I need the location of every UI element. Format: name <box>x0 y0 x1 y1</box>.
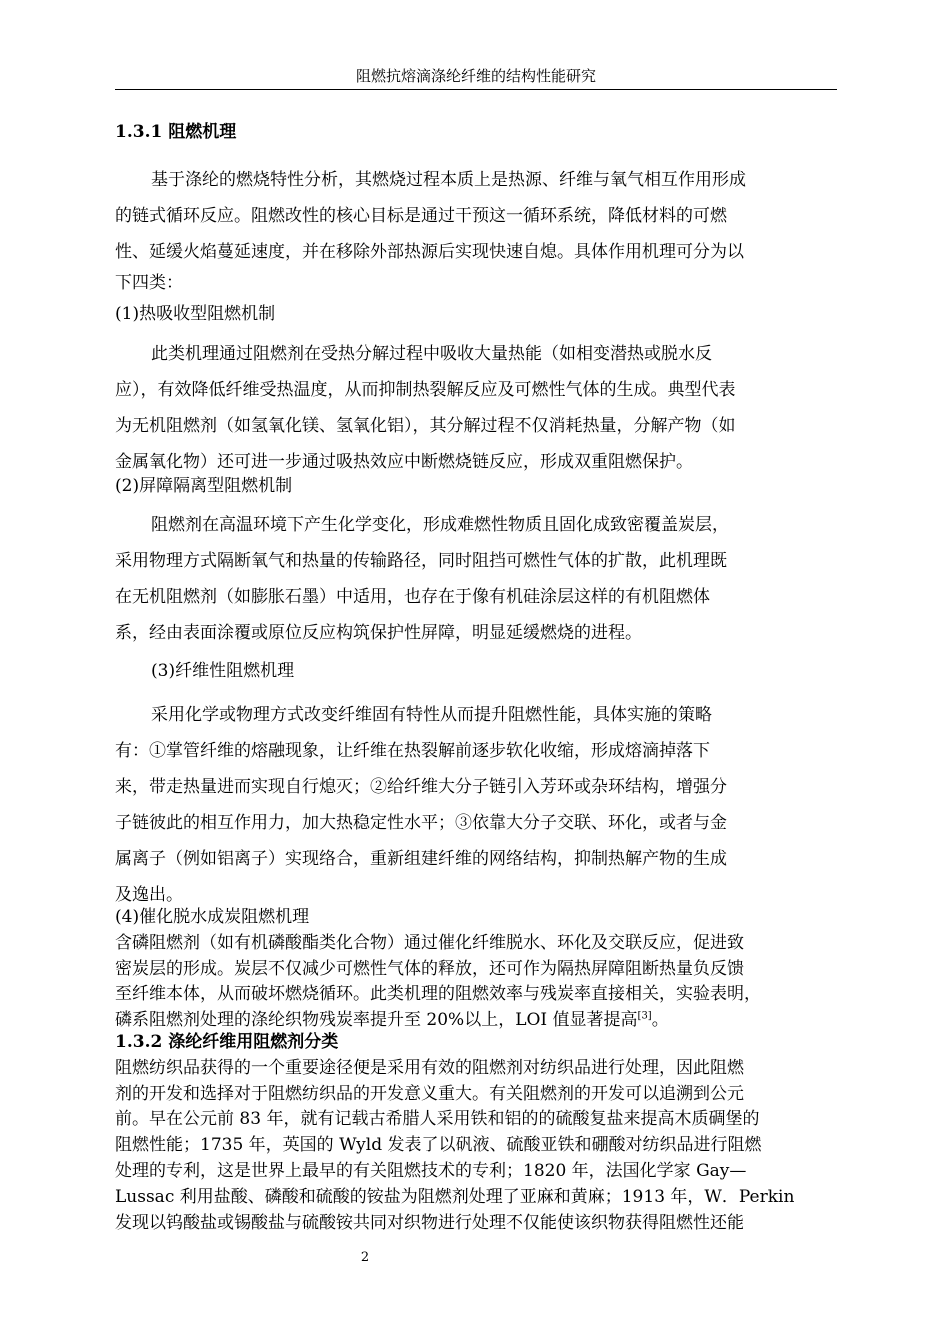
paragraph-line: 采用物理方式隔断氧气和热量的传输路径，同时阻挡可燃性气体的扩散，此机理既 <box>115 551 727 571</box>
paragraph-line: 密炭层的形成。炭层不仅减少可燃性气体的释放，还可作为隔热屏障阻断热量负反馈 <box>115 958 744 979</box>
paragraph-line: 性、延缓火焰蔓延速度，并在移除外部热源后实现快速自熄。具体作用机理可分为以 <box>115 242 744 262</box>
subsection-title-3: (3)纤维性阻燃机理 <box>151 661 295 681</box>
paragraph-line: 阻燃剂在高温环境下产生化学变化，形成难燃性物质且固化成致密覆盖炭层， <box>151 515 729 535</box>
paragraph-line: 在无机阻燃剂（如膨胀石墨）中适用，也存在于像有机硅涂层这样的有机阻燃体 <box>115 587 710 607</box>
intro-paragraph <box>115 162 839 296</box>
paragraph-line: 的链式循环反应。阻燃改性的核心目标是通过干预这一循环系统，降低材料的可燃 <box>115 206 727 226</box>
running-header: 阻燃抗熔滴涤纶纤维的结构性能研究 <box>115 64 837 90</box>
subsection-paragraph-2 <box>115 507 839 651</box>
paragraph-line: 阻燃纺织品获得的一个重要途径便是采用有效的阻燃剂对纺织品进行处理，因此阻燃 <box>115 1057 744 1078</box>
section-1-3-2 <box>115 1030 839 1236</box>
paragraph-text: 。 <box>651 1010 669 1031</box>
paragraph-line: 此类机理通过阻燃剂在受热分解过程中吸收大量热能（如相变潜热或脱水反 <box>151 344 712 364</box>
subsection-title-1: (1)热吸收型阻燃机制 <box>115 304 276 324</box>
section-heading-1-3-2: 1.3.2 涤纶纤维用阻燃剂分类 <box>115 1032 339 1052</box>
page-number: 2 <box>360 1250 370 1265</box>
paragraph-line: 为无机阻燃剂（如氢氧化镁、氢氧化铝），其分解过程不仅消耗热量，分解产物（如 <box>115 416 736 436</box>
paragraph-line: 及逸出。 <box>115 885 183 905</box>
paragraph-text: 磷系阻燃剂处理的涤纶织物残炭率提升至 20%以上，LOI 值显著提高 <box>115 1010 638 1031</box>
paragraph-line: 有：①掌管纤维的熔融现象，让纤维在热裂解前逐步软化收缩，形成熔滴掉落下 <box>115 741 710 761</box>
paragraph-line: Lussac 利用盐酸、磷酸和硫酸的铵盐为阻燃剂处理了亚麻和黄麻；1913 年，W．Perkin <box>115 1186 795 1207</box>
citation-ref: [3] <box>637 1010 652 1022</box>
paragraph-line: 含磷阻燃剂（如有机磷酸酯类化合物）通过催化纤维脱水、环化及交联反应，促进致 <box>115 932 744 953</box>
paragraph-line: 金属氧化物）还可进一步通过吸热效应中断燃烧链反应，形成双重阻燃保护。 <box>115 452 693 472</box>
paragraph-line: 前。早在公元前 83 年，就有记载古希腊人采用铁和铝的的硫酸复盐来提高木质碉堡的 <box>115 1109 760 1130</box>
subsection-paragraph-4 <box>115 905 839 1034</box>
paragraph-line: 系，经由表面涂覆或原位反应构筑保护性屏障，明显延缓燃烧的进程。 <box>115 623 642 643</box>
paragraph-line: 至纤维本体，从而破坏燃烧循环。此类机理的阻燃效率与残炭率直接相关，实验表明， <box>115 984 761 1005</box>
paragraph-line: 采用化学或物理方式改变纤维固有特性从而提升阻燃性能，具体实施的策略 <box>151 705 712 725</box>
paragraph-line: 剂的开发和选择对于阻燃纺织品的开发意义重大。有关阻燃剂的开发可以追溯到公元 <box>115 1083 744 1104</box>
paragraph-line: 处理的专利，这是世界上最早的有关阻燃技术的专利；1820 年，法国化学家 Gay— <box>115 1160 747 1181</box>
paragraph-line: 应），有效降低纤维受热温度，从而抑制热裂解反应及可燃性气体的生成。典型代表 <box>115 380 736 400</box>
paragraph-line: 属离子（例如铝离子）实现络合，重新组建纤维的网络结构，抑制热解产物的生成 <box>115 849 727 869</box>
subsection-title-4: (4)催化脱水成炭阻燃机理 <box>115 907 310 927</box>
subsection-title-2: (2)屏障隔离型阻燃机制 <box>115 476 293 496</box>
paragraph-line: 阻燃性能；1735 年，英国的 Wyld 发表了以矾液、硫酸亚铁和硼酸对纺织品进行阻燃 <box>115 1135 762 1156</box>
paragraph-line: 下四类： <box>115 273 183 293</box>
paragraph-line: 发现以钨酸盐或锡酸盐与硫酸铵共同对织物进行处理不仅能使该织物获得阻燃性还能 <box>115 1212 744 1233</box>
paragraph-line: 基于涤纶的燃烧特性分析，其燃烧过程本质上是热源、纤维与氧气相互作用形成 <box>151 170 746 190</box>
subsection-paragraph-1 <box>115 336 839 480</box>
subsection-paragraph-3 <box>115 697 839 913</box>
paragraph-line: 子链彼此的相互作用力，加大热稳定性水平；③依靠大分子交联、环化，或者与金 <box>115 813 727 833</box>
paragraph-line: 来，带走热量进而实现自行熄灭；②给纤维大分子链引入芳环或杂环结构，增强分 <box>115 777 727 797</box>
section-heading-1-3-1: 1.3.1 阻燃机理 <box>115 122 237 142</box>
